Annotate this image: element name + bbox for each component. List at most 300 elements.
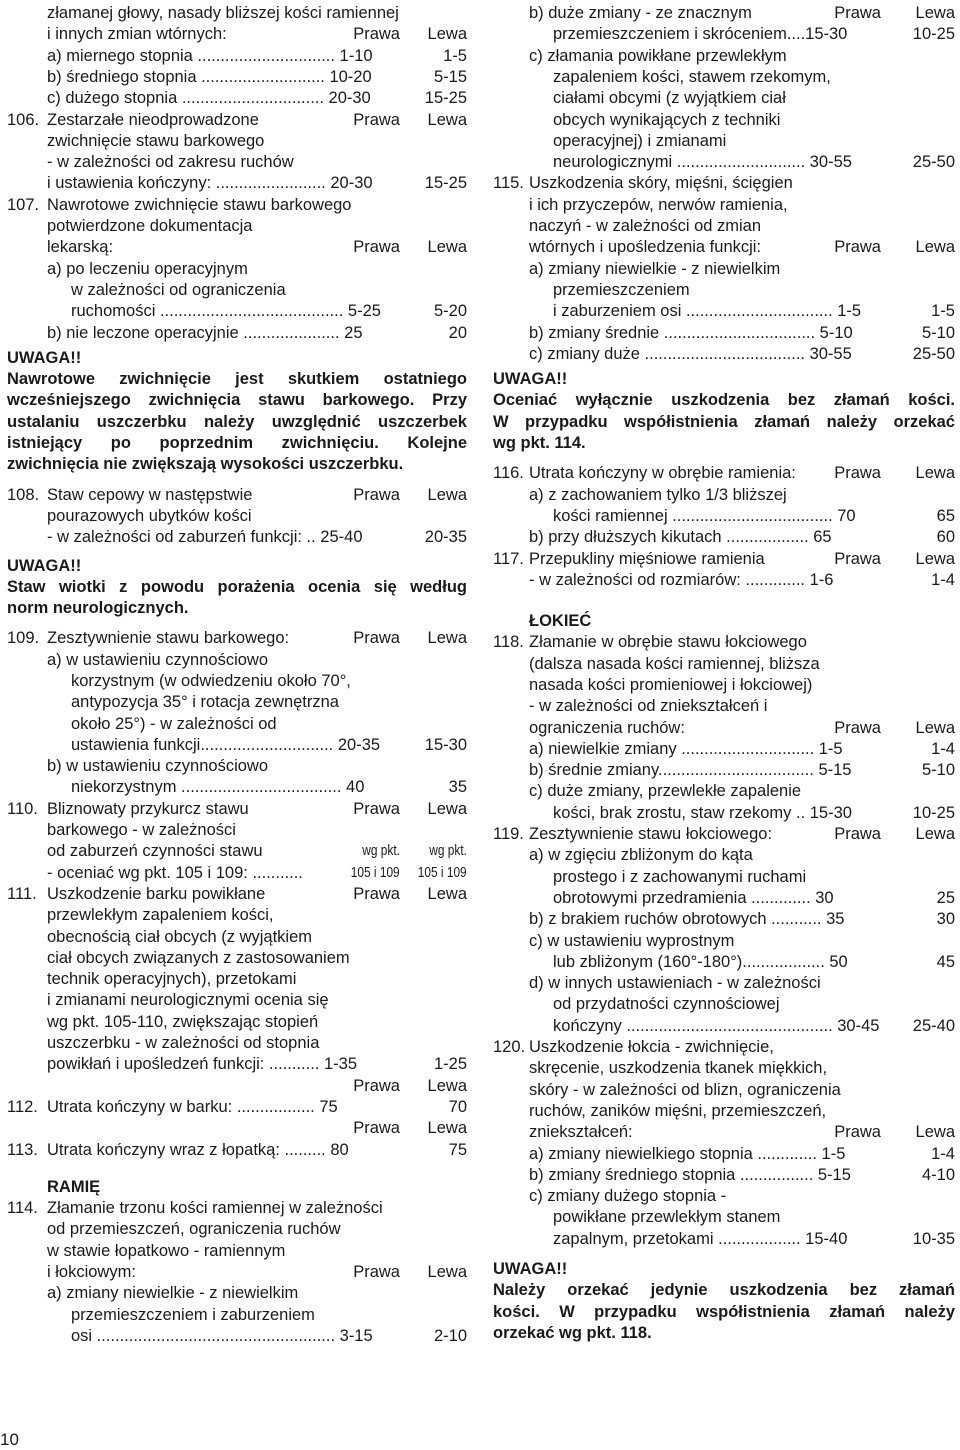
text-line — [493, 675, 955, 696]
line-text: kości ramiennej ................................... 70 — [553, 507, 856, 525]
text-line — [7, 131, 467, 152]
line-text: obrotowymi przedramienia ............. 30 — [553, 889, 834, 907]
value-left-side: Lewa — [427, 1119, 467, 1137]
text-line — [493, 1207, 955, 1228]
line-text: Nawrotowe zwichnięcie jest skutkiem ostatniego — [7, 370, 467, 388]
line-text: b) średniego stopnia ........................... 10-20 — [47, 68, 372, 86]
text-line — [7, 714, 467, 735]
value-left-side: 5-10 — [921, 324, 955, 342]
note-line — [493, 390, 955, 411]
line-text: wcześniejszego zwichnięcia stawu barkowego. Przy — [7, 391, 467, 409]
line-text: orzekać wg pkt. 118. — [493, 1324, 652, 1342]
value-left-side: Lewa — [915, 464, 955, 482]
line-text: Uszkodzenie łokcia - zwichnięcie, — [529, 1038, 774, 1056]
text-line — [7, 990, 467, 1011]
line-text: - w zależności od zakresu ruchów — [47, 153, 294, 171]
text-line — [7, 756, 467, 777]
line-text: wg pkt. 114. — [493, 434, 586, 452]
value-left-side: 20 — [448, 324, 467, 342]
line-text: prostego i z zachowanymi ruchami — [553, 868, 807, 886]
value-right-side: Prawa — [353, 486, 400, 504]
text-line — [7, 820, 467, 841]
note-line — [493, 412, 955, 433]
line-text: - w zależności od rozmiarów: ............. 1-6 — [529, 571, 834, 589]
text-line — [493, 323, 955, 344]
text-line — [7, 46, 467, 67]
text-line — [7, 1118, 467, 1139]
text-line — [7, 67, 467, 88]
text-line — [493, 570, 955, 591]
value-right-side: Prawa — [353, 800, 400, 818]
item-number: 118. — [493, 633, 524, 651]
line-text: Utrata kończyny w barku: ................. 75 — [47, 1098, 338, 1116]
line-text: Staw wiotki z powodu porażenia ocenia się według — [7, 578, 467, 596]
line-text: antypozycja 35° i rotacja zewnętrzna — [71, 693, 339, 711]
value-left-side: 70 — [448, 1098, 467, 1116]
item-number: 109. — [7, 629, 40, 647]
value-right-side: Prawa — [834, 238, 881, 256]
line-text: Utrata kończyny w obrębie ramienia: — [529, 464, 796, 482]
value-left-side: Lewa — [427, 486, 467, 504]
text-line — [7, 301, 467, 322]
line-text: W przypadku współistnienia złamań należy orzekać — [493, 413, 955, 431]
text-line — [7, 24, 467, 45]
text-line — [7, 1033, 467, 1054]
line-text: norm neurologicznych. — [7, 599, 189, 617]
note-line — [7, 1177, 467, 1198]
text-line — [7, 948, 467, 969]
text-line — [493, 781, 955, 802]
item-number: 108. — [7, 486, 40, 504]
text-line — [7, 969, 467, 990]
note-line — [7, 454, 467, 475]
line-text: i ustawienia kończyny: ........................ 20-30 — [47, 174, 373, 192]
line-text: a) zmiany niewielkie - z niewielkim — [529, 260, 781, 278]
item-number: 116. — [493, 464, 524, 482]
text-line — [493, 259, 955, 280]
value-left-side: Lewa — [427, 238, 467, 256]
line-text: zniekształceń: — [529, 1123, 633, 1141]
text-line — [493, 654, 955, 675]
text-line — [7, 905, 467, 926]
note-line — [7, 412, 467, 433]
value-left-side: 1-4 — [931, 1145, 955, 1163]
item-number: 114. — [7, 1199, 38, 1217]
line-text: Przepukliny mięśniowe ramienia — [529, 550, 765, 568]
value-left-side: Lewa — [915, 719, 955, 737]
note-line — [493, 1259, 955, 1280]
line-text: ograniczenia ruchów: — [529, 719, 685, 737]
line-text: Staw cepowy w następstwie — [47, 486, 253, 504]
line-text: - w zależności od zniekształceń i — [529, 697, 768, 715]
note-line — [7, 433, 467, 454]
value-left-side: 25-50 — [912, 345, 955, 363]
text-line — [493, 88, 955, 109]
value-left-side: 4-10 — [921, 1166, 955, 1184]
value-left-side: Lewa — [427, 111, 467, 129]
value-left-side: 1-25 — [433, 1055, 467, 1073]
item-line — [7, 485, 467, 506]
text-line — [7, 735, 467, 756]
item-line — [7, 1198, 467, 1219]
line-text: od przemieszczeń, ograniczenia ruchów — [47, 1220, 341, 1238]
text-line — [7, 1283, 467, 1304]
item-number: 117. — [493, 550, 524, 568]
line-text: barkowego - w zależności — [47, 821, 236, 839]
item-line — [7, 110, 467, 131]
line-text: Należy orzekać jedynie uszkodzenia bez złamań — [493, 1281, 955, 1299]
line-text: lekarską: — [47, 238, 114, 256]
text-line — [493, 803, 955, 824]
line-text: ciałami obcymi (z wyjątkiem ciał — [553, 89, 786, 107]
line-text: ruchomości ........................................ 5-25 — [71, 302, 381, 320]
text-line — [7, 323, 467, 344]
value-right-side: Prawa — [353, 1263, 400, 1281]
text-line — [7, 1054, 467, 1075]
value-left-side: Lewa — [427, 25, 467, 43]
line-text: ciał obcych związanych z zastosowaniem — [47, 949, 350, 967]
value-left-side: 25-40 — [912, 1017, 955, 1035]
line-text: b) duże zmiany - ze znacznym — [529, 4, 752, 22]
item-line — [493, 173, 955, 194]
line-text: przemieszczeniem — [553, 281, 690, 299]
item-number: 106. — [7, 111, 40, 129]
value-left-side: Lewa — [427, 885, 467, 903]
line-text: niekorzystnym ................................... 40 — [71, 778, 365, 796]
text-line — [493, 1229, 955, 1250]
value-left-side: wg pkt. — [429, 843, 467, 859]
line-text: c) w ustawieniu wyprostnym — [529, 932, 735, 950]
value-right-side: Prawa — [353, 111, 400, 129]
line-text: około 25°) - w zależności od — [71, 715, 277, 733]
line-text: przemieszczeniem i zaburzeniem — [71, 1306, 315, 1324]
note-line — [7, 348, 467, 369]
text-line — [493, 952, 955, 973]
line-text: i łokciowym: — [47, 1263, 136, 1281]
value-left-side: 35 — [448, 778, 467, 796]
text-line — [493, 845, 955, 866]
value-right-side: 105 i 109 — [351, 865, 400, 881]
line-text: b) zmiany średnie ................................. 5-10 — [529, 324, 853, 342]
text-line — [7, 527, 467, 548]
value-left-side: Lewa — [915, 4, 955, 22]
line-text: a) zmiany niewielkiego stopnia ............. 1-5 — [529, 1145, 846, 1163]
line-text: osi .................................................... 3-15 — [71, 1327, 373, 1345]
line-text: c) zmiany duże ................................... 30-55 — [529, 345, 852, 363]
line-text: złamanej głowy, nasady bliższej kości ramiennej — [47, 4, 399, 22]
line-text: zwichnięcie stawu barkowego — [47, 132, 265, 150]
line-text: c) złamania powikłane przewlekłym — [529, 47, 787, 65]
text-line — [493, 131, 955, 152]
line-text: b) zmiany średniego stopnia ................ 5-15 — [529, 1166, 851, 1184]
item-number: 120. — [493, 1038, 526, 1056]
text-line — [7, 927, 467, 948]
value-right-side: Prawa — [353, 1119, 400, 1137]
text-line — [7, 863, 467, 884]
line-text: potwierdzone dokumentacja — [47, 217, 253, 235]
line-text: b) średnie zmiany.................................. 5-15 — [529, 761, 852, 779]
text-line — [7, 280, 467, 301]
value-left-side: 5-20 — [433, 302, 467, 320]
text-line — [493, 195, 955, 216]
text-line — [493, 152, 955, 173]
text-line — [493, 718, 955, 739]
line-text: powikłane przewlekłym stanem — [553, 1208, 781, 1226]
line-text: a) miernego stopnia .............................. 1-10 — [47, 47, 373, 65]
value-right-side: Prawa — [834, 1123, 881, 1141]
line-text: obecnością ciał obcych (z wyjątkiem — [47, 928, 313, 946]
item-line — [7, 799, 467, 820]
line-text: ŁOKIEĆ — [529, 612, 592, 630]
line-text: powikłań i upośledzeń funkcji: ........... 1-35 — [47, 1055, 357, 1073]
text-line — [493, 46, 955, 67]
text-line — [493, 527, 955, 548]
note-line — [7, 556, 467, 577]
value-left-side: 30 — [936, 910, 955, 928]
value-left-side: 1-5 — [931, 302, 955, 320]
note-line — [7, 369, 467, 390]
line-text: pourazowych ubytków kości — [47, 507, 252, 525]
value-left-side: 1-4 — [931, 740, 955, 758]
item-line — [7, 195, 467, 216]
line-text: w stawie łopatkowo - ramiennym — [47, 1242, 286, 1260]
text-line — [493, 344, 955, 365]
line-text: Oceniać wyłącznie uszkodzenia bez złamań kości. — [493, 391, 955, 409]
line-text: skręcenie, uszkodzenia tkanek miękkich, — [529, 1059, 828, 1077]
line-text: b) przy dłuższych kikutach .................. 65 — [529, 528, 832, 546]
value-left-side: Lewa — [427, 1263, 467, 1281]
text-line — [493, 973, 955, 994]
line-text: w zależności od ograniczenia — [71, 281, 286, 299]
item-line — [493, 1037, 955, 1058]
text-line — [493, 888, 955, 909]
text-line — [493, 867, 955, 888]
text-line — [7, 1241, 467, 1262]
note-line — [7, 390, 467, 411]
value-right-side: Prawa — [834, 464, 881, 482]
text-line — [7, 88, 467, 109]
line-text: Uszkodzenie barku powikłane — [47, 885, 266, 903]
value-left-side: Lewa — [915, 825, 955, 843]
text-line — [493, 1080, 955, 1101]
text-line — [493, 216, 955, 237]
line-text: c) duże zmiany, przewlekłe zapalenie — [529, 782, 802, 800]
value-left-side: 5-15 — [433, 68, 467, 86]
text-line — [493, 760, 955, 781]
value-left-side: 1-4 — [931, 571, 955, 589]
value-left-side: 25 — [936, 889, 955, 907]
line-text: i zmianami neurologicznymi ocenia się — [47, 991, 329, 1009]
line-text: korzystnym (w odwiedzeniu około 70°, — [71, 672, 351, 690]
line-text: i innych zmian wtórnych: — [47, 25, 227, 43]
value-right-side: Prawa — [353, 1077, 400, 1095]
text-line — [493, 3, 955, 24]
text-line — [493, 909, 955, 930]
line-text: neurologicznymi ............................ 30-55 — [553, 153, 852, 171]
text-line — [493, 1165, 955, 1186]
line-text: a) w zgięciu zbliżonym do kąta — [529, 846, 753, 864]
line-text: a) niewielkie zmiany ............................. 1-5 — [529, 740, 843, 758]
line-text: - oceniać wg pkt. 105 i 109: ........... — [47, 864, 303, 882]
text-line — [493, 1101, 955, 1122]
line-text: - w zależności od zaburzeń funkcji: .. 25-40 — [47, 528, 363, 546]
value-left-side: 10-25 — [912, 25, 955, 43]
line-text: od przydatności czynnościowej — [553, 995, 780, 1013]
line-text: zapaleniem kości, stawem rzekomym, — [553, 68, 831, 86]
value-right-side: Prawa — [834, 4, 881, 22]
note-line — [493, 1302, 955, 1323]
text-line — [493, 110, 955, 131]
text-line — [7, 1012, 467, 1033]
value-left-side: 15-30 — [424, 736, 467, 754]
line-text: a) zmiany niewielkie - z niewielkim — [47, 1284, 299, 1302]
line-text: lub zbliżonym (160°-180°).................. 50 — [553, 953, 848, 971]
line-text: RAMIĘ — [47, 1178, 101, 1196]
text-line — [493, 739, 955, 760]
line-text: i zaburzeniem osi ................................ 1-5 — [553, 302, 862, 320]
value-left-side: 15-25 — [424, 174, 467, 192]
line-text: zwichnięcia nie zwiększają wysokości uszczerbku. — [7, 455, 404, 473]
note-line — [7, 577, 467, 598]
text-line — [7, 1219, 467, 1240]
text-line — [493, 1058, 955, 1079]
line-text: a) w ustawieniu czynnościowo — [47, 651, 269, 669]
line-text: UWAGA!! — [493, 1260, 568, 1278]
text-line — [7, 671, 467, 692]
item-line — [493, 632, 955, 653]
item-line — [493, 549, 955, 570]
note-line — [493, 611, 955, 632]
text-line — [7, 1305, 467, 1326]
line-text: Nawrotowe zwichnięcie stawu barkowego — [47, 196, 352, 214]
text-line — [493, 994, 955, 1015]
value-left-side: Lewa — [915, 1123, 955, 1141]
line-text: ustawienia funkcji............................. 20-35 — [71, 736, 381, 754]
line-text: zapalnym, przetokami .................. 15-40 — [553, 1230, 848, 1248]
value-right-side: Prawa — [353, 629, 400, 647]
line-text: Bliznowaty przykurcz stawu — [47, 800, 249, 818]
line-text: UWAGA!! — [493, 370, 568, 388]
text-line — [7, 259, 467, 280]
item-line — [493, 824, 955, 845]
text-line — [7, 173, 467, 194]
line-text: skóry - w zależności od blizn, ograniczenia — [529, 1081, 841, 1099]
line-text: Utrata kończyny wraz z łopatką: ......... 80 — [47, 1141, 349, 1159]
line-text: kości. W przypadku współistnienia złamań należy — [493, 1303, 955, 1321]
line-text: nasada kości promieniowej i łokciowej) — [529, 676, 813, 694]
line-text: ruchów, zaników mięśni, przemieszczeń, — [529, 1102, 827, 1120]
value-left-side: 15-25 — [424, 89, 467, 107]
item-line — [7, 628, 467, 649]
item-number: 107. — [7, 196, 40, 214]
value-left-side: 60 — [936, 528, 955, 546]
value-left-side: Lewa — [427, 629, 467, 647]
value-left-side: 105 i 109 — [418, 865, 467, 881]
line-text: naczyń - w zależności od zmian — [529, 217, 762, 235]
line-text: a) po leczeniu operacyjnym — [47, 260, 248, 278]
text-line — [7, 152, 467, 173]
line-text: c) zmiany dużego stopnia - — [529, 1187, 727, 1205]
line-text: przewlekłym zapaleniem kości, — [47, 906, 274, 924]
text-line — [7, 216, 467, 237]
line-text: obcych wynikających z techniki — [553, 111, 781, 129]
text-line — [493, 1122, 955, 1143]
line-text: b) w ustawieniu czynnościowo — [47, 757, 269, 775]
line-text: Zestarzałe nieodprowadzone — [47, 111, 259, 129]
value-left-side: 10-25 — [912, 804, 955, 822]
text-line — [7, 1076, 467, 1097]
text-line — [7, 1262, 467, 1283]
line-text: wg pkt. 105-110, zwiększając stopień — [47, 1013, 319, 1031]
line-text: od zaburzeń czynności stawu — [47, 842, 263, 860]
value-right-side: Prawa — [834, 719, 881, 737]
note-line — [493, 1280, 955, 1301]
line-text: operacyjnej) i zmianami — [553, 132, 727, 150]
line-text: (dalsza nasada kości ramiennej, bliższa — [529, 655, 820, 673]
text-line — [493, 1186, 955, 1207]
item-line — [493, 463, 955, 484]
line-text: UWAGA!! — [7, 349, 82, 367]
value-left-side: 45 — [936, 953, 955, 971]
text-line — [493, 67, 955, 88]
value-left-side: Lewa — [915, 238, 955, 256]
value-right-side: Prawa — [353, 885, 400, 903]
line-text: technik operacyjnych), przetokami — [47, 970, 297, 988]
text-line — [7, 841, 467, 862]
page-number: 10 — [0, 1430, 19, 1449]
value-right-side: Prawa — [353, 25, 400, 43]
value-right-side: Prawa — [834, 550, 881, 568]
text-line — [7, 237, 467, 258]
line-text: kończyny ............................................. 30-45 — [553, 1017, 880, 1035]
item-number: 111. — [7, 885, 37, 903]
value-right-side: wg pkt. — [362, 843, 400, 859]
value-right-side: Prawa — [353, 238, 400, 256]
item-line — [7, 1140, 467, 1161]
value-left-side: 2-10 — [433, 1327, 467, 1345]
text-line — [7, 3, 467, 24]
line-text: ustalaniu uszczerbku należy uwzględnić uszczerbek — [7, 413, 467, 431]
note-line — [7, 598, 467, 619]
line-text: c) dużego stopnia ............................... 20-30 — [47, 89, 371, 107]
text-line — [7, 1326, 467, 1347]
line-text: Zesztywnienie stawu łokciowego: — [529, 825, 773, 843]
item-line — [7, 1097, 467, 1118]
line-text: i ich przyczepów, nerwów ramienia, — [529, 196, 788, 214]
text-line — [7, 650, 467, 671]
line-text: Złamanie w obrębie stawu łokciowego — [529, 633, 807, 651]
value-left-side: 10-35 — [912, 1230, 955, 1248]
text-line — [493, 301, 955, 322]
line-text: Uszkodzenia skóry, mięśni, ścięgien — [529, 174, 793, 192]
text-line — [493, 237, 955, 258]
line-text: a) z zachowaniem tylko 1/3 bliższej — [529, 486, 787, 504]
line-text: kości, brak zrostu, staw rzekomy .. 15-30 — [553, 804, 852, 822]
value-left-side: Lewa — [427, 800, 467, 818]
line-text: przemieszczeniem i skróceniem....15-30 — [553, 25, 848, 43]
line-text: b) nie leczone operacyjnie ..................... 25 — [47, 324, 363, 342]
text-line — [7, 777, 467, 798]
item-number: 113. — [7, 1141, 38, 1159]
value-left-side: Lewa — [915, 550, 955, 568]
value-left-side: 5-10 — [921, 761, 955, 779]
text-line — [493, 280, 955, 301]
note-line — [493, 1323, 955, 1344]
value-left-side: 75 — [448, 1141, 467, 1159]
item-number: 112. — [7, 1098, 38, 1116]
line-text: uszczerbku - w zależności od stopnia — [47, 1034, 320, 1052]
text-line — [7, 692, 467, 713]
